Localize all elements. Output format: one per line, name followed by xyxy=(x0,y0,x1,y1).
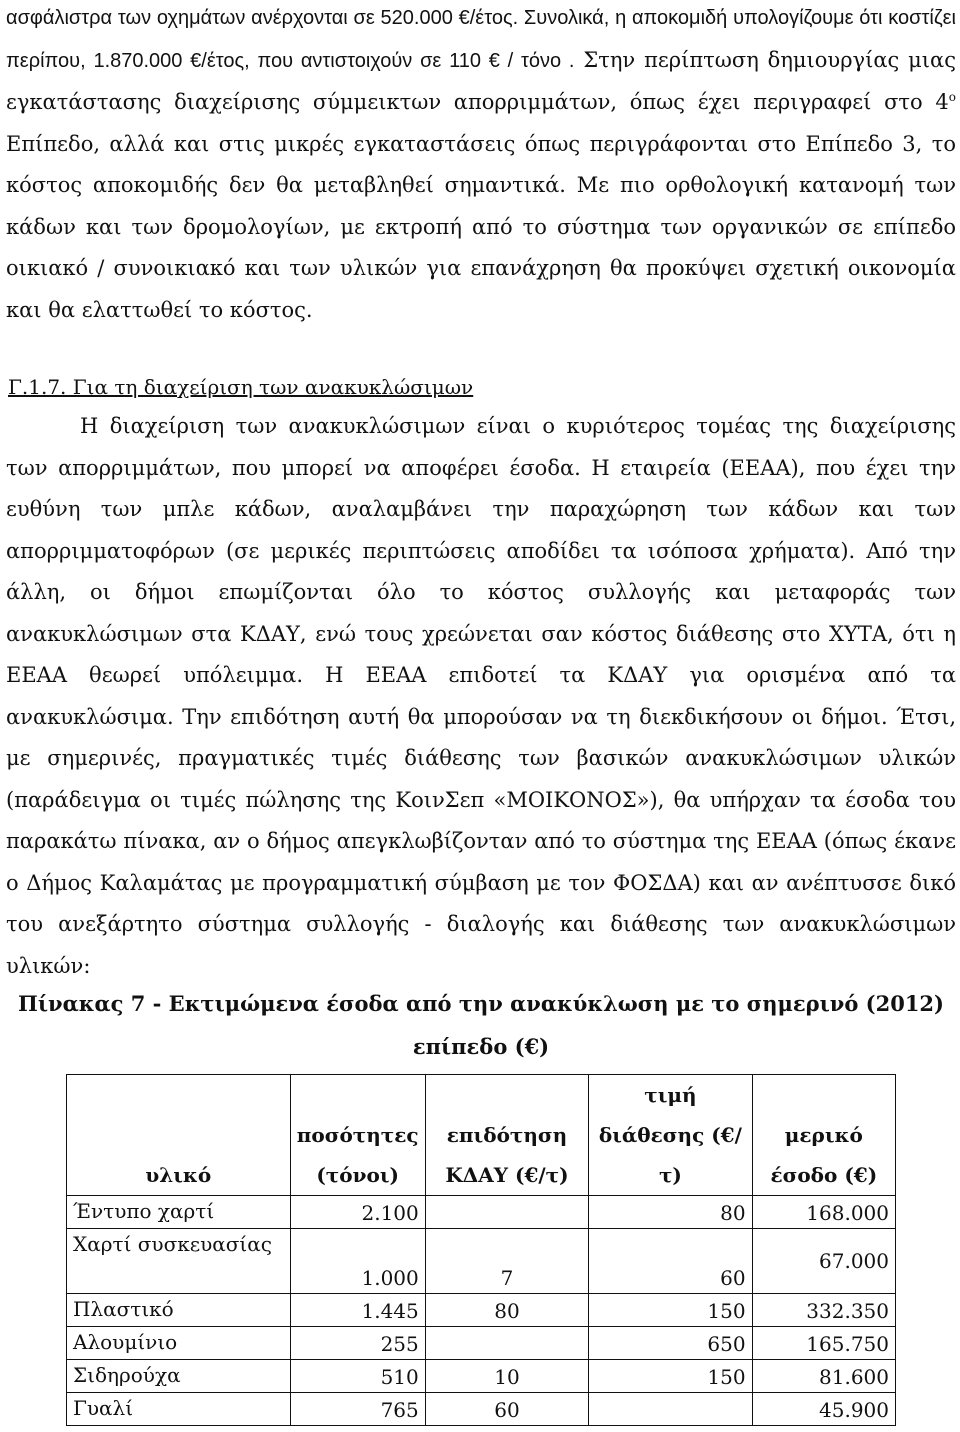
header-material: υλικό xyxy=(67,1075,291,1196)
table-row xyxy=(67,1196,896,1229)
superscript-o: ο xyxy=(948,90,956,104)
cell-material: Αλουμίνιο xyxy=(67,1327,291,1360)
paragraph-cost-text-a: Στην περίπτωση δημιουργίας μιας εγκατάστασης διαχείρισης σύμμεικτων απορριμμάτων, όπως έχει περιγραφεί στο 4 xyxy=(6,47,956,114)
cell-price: 60 xyxy=(589,1229,752,1294)
table-row xyxy=(67,1229,896,1294)
cell-price: 80 xyxy=(589,1196,752,1229)
cell-quantity: 1.445 xyxy=(290,1294,425,1327)
cell-price: 650 xyxy=(589,1327,752,1360)
section-heading: Γ.1.7. Για τη διαχείριση των ανακυκλώσιμων xyxy=(8,375,474,399)
cell-quantity: 510 xyxy=(290,1360,425,1393)
cell-material: Σιδηρούχα xyxy=(67,1360,291,1393)
header-price: τιμή διάθεσης (€/τ) xyxy=(589,1075,752,1196)
cell-revenue: 168.000 xyxy=(752,1196,895,1229)
cell-revenue: 45.900 xyxy=(752,1393,895,1426)
table-caption: Πίνακας 7 - Εκτιμώμενα έσοδα από την ανακύκλωση με το σημερινό (2012) επίπεδο (€) xyxy=(18,991,944,1059)
cell-quantity: 765 xyxy=(290,1393,425,1426)
table-header-row xyxy=(67,1075,896,1196)
cell-revenue: 81.600 xyxy=(752,1360,895,1393)
paragraph-recyclables: Η διαχείριση των ανακυκλώσιμων είναι ο κυριότερος τομέας της διαχείρισης των απορριμμάτων, που μπορεί να αποφέρει έσοδα. Η εταιρεία (ΕΕΑΑ), που έχει την ευθύνη των μπλε κάδων, αναλαμβάνει την παραχώρηση των κάδων και των απορριμματοφόρων (σε μερικές περιπτώσεις αποδίδει τα ισόποσα χρήματα). Από την άλλη, οι δήμοι επωμίζονται όλο το κόστος συλλογής και μεταφοράς των ανακυκλώσιμων στα ΚΔΑΥ, ενώ τους χρεώνεται σαν κόστος διάθεσης στο ΧΥΤΑ, ότι η ΕΕΑΑ θεωρεί υπόλειμμα. Η ΕΕΑΑ επιδοτεί τα ΚΔΑΥ για ορισμένα από τα ανακυκλώσιμα. Την επιδότηση αυτή θα μπορούσαν να τη διεκδικήσουν οι δήμοι. Έτσι, με σημερινές, πραγματικές τιμές διάθεσης των βασικών ανακυκλώσιμων υλικών (παράδειγμα οι τιμές πώλησης της ΚοινΣεπ «ΜΟΙΚΟΝΟΣ»), θα υπήρχαν τα έσοδα του παρακάτω πίνακα, αν ο δήμος απεγκλωβίζονταν από το σύστημα της ΕΕΑΑ (όπως έκανε ο Δήμος Καλαμάτας με προγραμματική σύμβαση με τον ΦΟΣΔΑ) και αν ανέπτυσσε δικό του ανεξάρτητο σύστημα συλλογής - διαλογής και διάθεσης των ανακυκλώσιμων υλικών: xyxy=(6,414,956,978)
cell-subsidy: 60 xyxy=(425,1393,588,1426)
cell-material: Έντυπο χαρτί xyxy=(67,1196,291,1229)
cell-material: Γυαλί xyxy=(67,1393,291,1426)
table-row xyxy=(67,1327,896,1360)
cell-quantity: 255 xyxy=(290,1327,425,1360)
cell-subsidy: 7 xyxy=(425,1229,588,1294)
revenue-table xyxy=(66,1074,896,1426)
cell-subsidy xyxy=(425,1196,588,1229)
paragraph-cost-text-b: Επίπεδο, αλλά και στις μικρές εγκαταστάσεις όπως περιγράφονται στο Επίπεδο 3, το κόστος αποκομιδής δεν θα μεταβληθεί σημαντικά. Με πιο ορθολογική κατανομή των κάδων και των δρομολογίων, με εκτροπή από το σύστημα των οργανικών σε επίπεδο οικιακό / συνοικιακό και των υλικών για επανάχρηση θα προκύψει σχετική οικονομία και θα ελαττωθεί το κόστος. xyxy=(6,131,956,322)
table-row xyxy=(67,1360,896,1393)
cell-quantity: 1.000 xyxy=(290,1229,425,1294)
header-subsidy: επιδότηση ΚΔΑΥ (€/τ) xyxy=(425,1075,588,1196)
cell-quantity: 2.100 xyxy=(290,1196,425,1229)
paragraph-cost xyxy=(6,0,956,331)
cell-revenue: 332.350 xyxy=(752,1294,895,1327)
cell-revenue: 165.750 xyxy=(752,1327,895,1360)
cell-revenue: 67.000 xyxy=(752,1229,895,1294)
cell-price: 150 xyxy=(589,1294,752,1327)
cell-subsidy: 80 xyxy=(425,1294,588,1327)
paragraph-cost-lead: ασφάλιστρα των οχημάτων ανέρχονται σε 520.000 €/έτος. Συνολικά, η αποκομιδή υπολογίζουμε ότι κοστίζει περίπου, 1.870.000 €/έτος, που αντιστοιχούν σε 110 € / τόνο . xyxy=(6,7,956,72)
cell-price: 150 xyxy=(589,1360,752,1393)
header-quantity: ποσότητες (τόνοι) xyxy=(290,1075,425,1196)
cell-material: Πλαστικό xyxy=(67,1294,291,1327)
cell-subsidy: 10 xyxy=(425,1360,588,1393)
header-revenue: μερικό έσοδο (€) xyxy=(752,1075,895,1196)
table-row xyxy=(67,1393,896,1426)
cell-subsidy xyxy=(425,1327,588,1360)
cell-price xyxy=(589,1393,752,1426)
cell-material: Χαρτί συσκευασίας xyxy=(67,1229,291,1294)
table-row xyxy=(67,1294,896,1327)
